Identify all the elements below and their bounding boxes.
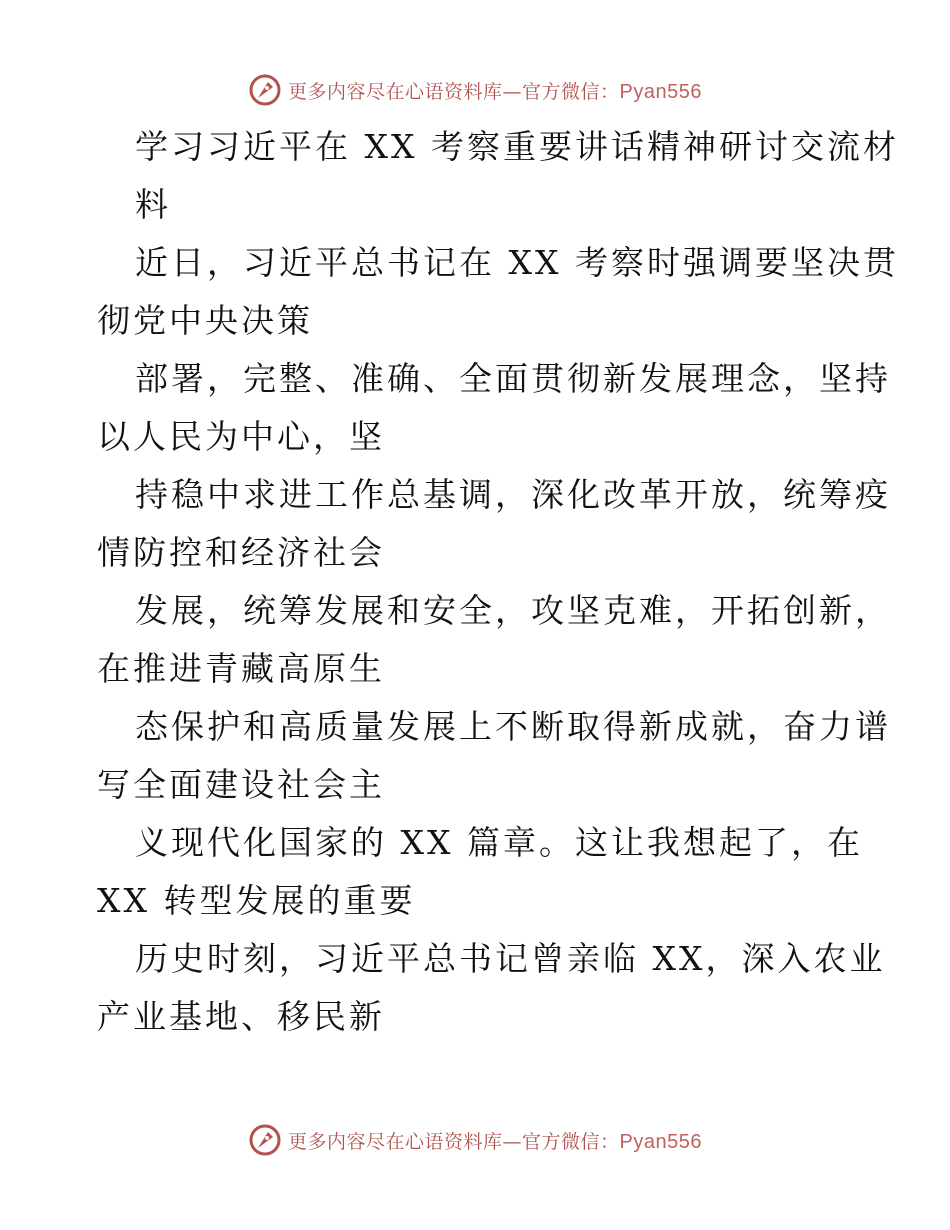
paragraph [97, 466, 891, 582]
watermark-text: 更多内容尽在心语资料库—官方微信：Pyan556 [288, 1130, 702, 1153]
paragraph [97, 582, 891, 698]
paragraph-line: 情防控和经济社会 [97, 533, 385, 572]
paragraph-line: 产业基地、移民新 [97, 997, 385, 1036]
paragraph-line: 料 [135, 185, 171, 224]
paragraph-line: 部署，完整、准确、全面贯彻新发展理念，坚持 [135, 359, 891, 398]
pen-nib-circle-icon [248, 73, 282, 107]
paragraph-line: 以人民为中心，坚 [97, 417, 385, 456]
paragraph-line: 持稳中求进工作总基调，深化改革开放，统筹疫 [135, 475, 891, 514]
paragraph-line: XX 转型发展的重要 [97, 881, 416, 920]
paragraph [97, 118, 899, 234]
watermark-banner-top [0, 70, 950, 110]
paragraph-line: 历史时刻，习近平总书记曾亲临 XX，深入农业 [135, 939, 886, 978]
paragraph-line: 近日，习近平总书记在 XX 考察时强调要坚决贯 [135, 243, 899, 282]
paragraph [97, 698, 891, 814]
document-body [97, 118, 899, 1046]
paragraph [97, 350, 891, 466]
watermark-text: 更多内容尽在心语资料库—官方微信：Pyan556 [288, 80, 702, 103]
paragraph [97, 930, 886, 1046]
pen-nib-circle-icon [248, 1123, 282, 1157]
paragraph-line: 彻党中央决策 [97, 301, 313, 340]
paragraph-line: 态保护和高质量发展上不断取得新成就，奋力谱 [135, 707, 891, 746]
paragraph-line: 发展，统筹发展和安全，攻坚克难，开拓创新， [135, 591, 891, 630]
paragraph [97, 814, 863, 930]
paragraph-line: 在推进青藏高原生 [97, 649, 385, 688]
paragraph-line: 义现代化国家的 XX 篇章。这让我想起了，在 [135, 823, 863, 862]
watermark-banner-bottom [0, 1120, 950, 1160]
paragraph [97, 234, 899, 350]
paragraph-line: 学习习近平在 XX 考察重要讲话精神研讨交流材 [135, 127, 899, 166]
paragraph-line: 写全面建设社会主 [97, 765, 385, 804]
